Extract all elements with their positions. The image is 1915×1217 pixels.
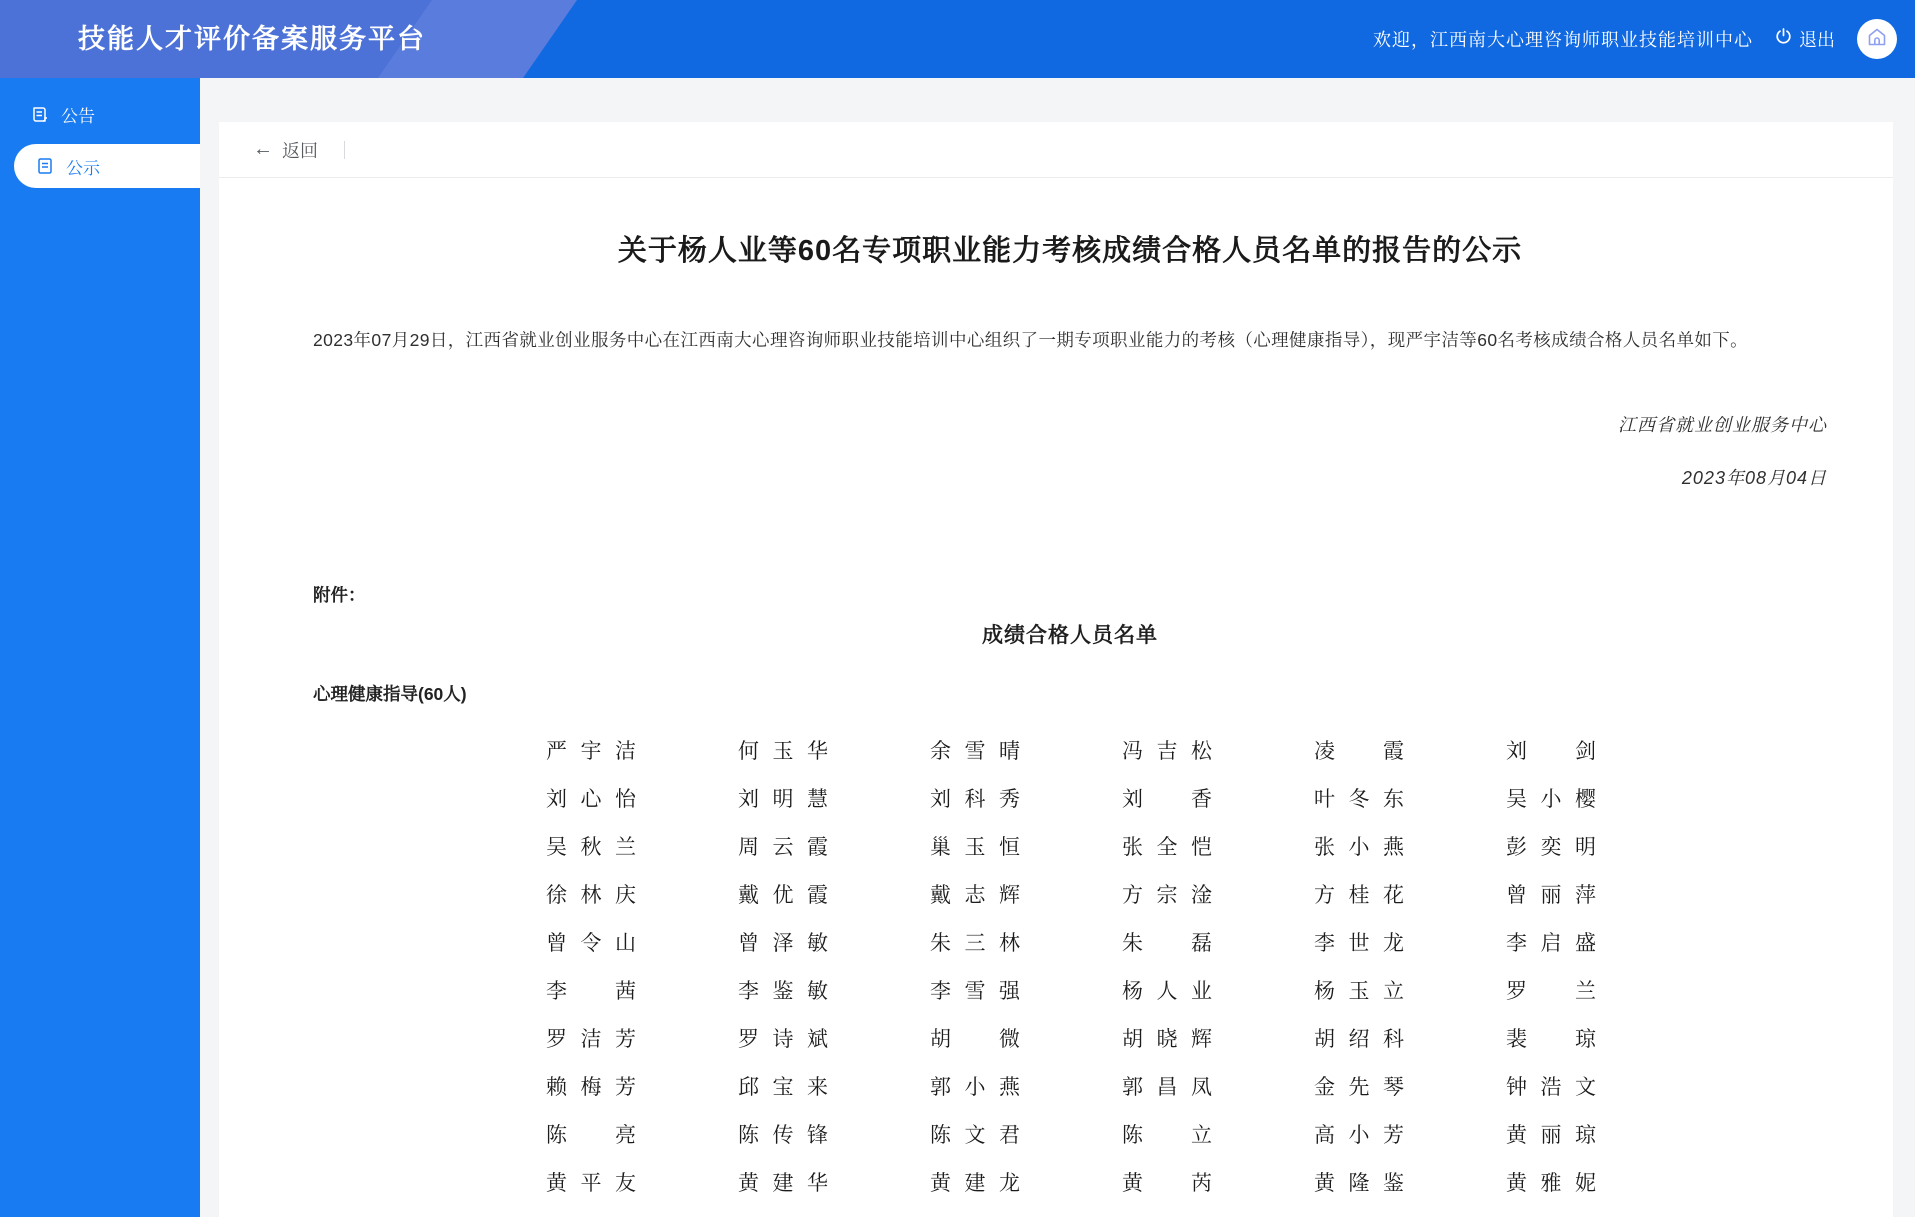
back-arrow-icon: ← xyxy=(253,138,273,160)
sidebar-item-announcements[interactable] xyxy=(0,92,200,136)
home-icon xyxy=(1866,26,1888,53)
person-name: 陈 文 君 xyxy=(930,1124,1020,1148)
person-name: 曾 泽 敏 xyxy=(738,932,828,956)
back-button[interactable] xyxy=(253,137,318,163)
sidebar-item-label: 公告 xyxy=(61,106,95,126)
person-name: 李 启 盛 xyxy=(1506,932,1596,956)
person-name: 罗 诗 斌 xyxy=(738,1028,828,1052)
signature-block xyxy=(313,411,1827,490)
signature-date: 2023年08月04日 xyxy=(1681,468,1827,489)
person-name: 陈 传 锋 xyxy=(738,1124,828,1148)
person-name: 陈 立 xyxy=(1122,1124,1212,1148)
notice-card xyxy=(219,122,1893,1217)
person-name: 黄 建 华 xyxy=(738,1172,828,1196)
announcement-icon xyxy=(30,105,49,124)
person-name: 罗 兰 xyxy=(1506,980,1596,1004)
person-name: 刘 明 慧 xyxy=(738,788,828,812)
person-name: 刘 香 xyxy=(1122,788,1212,812)
card-toolbar xyxy=(219,122,1893,178)
person-name: 陈 亮 xyxy=(546,1124,636,1148)
person-name: 戴 志 辉 xyxy=(930,884,1020,908)
person-name: 黄 芮 xyxy=(1122,1172,1212,1196)
toolbar-divider xyxy=(344,141,345,159)
power-icon xyxy=(1775,28,1792,50)
person-name: 李 雪 强 xyxy=(930,980,1020,1004)
person-name: 曾 丽 萍 xyxy=(1506,884,1596,908)
person-name: 李 茜 xyxy=(546,980,636,1004)
platform-title: 技能人才评价备案服务平台 xyxy=(78,24,426,54)
person-name: 李 鉴 敏 xyxy=(738,980,828,1004)
person-name: 赖 梅 芳 xyxy=(546,1076,636,1100)
person-name: 高 小 芳 xyxy=(1314,1124,1404,1148)
person-name: 郭 昌 凤 xyxy=(1122,1076,1212,1100)
logout-button[interactable] xyxy=(1775,26,1835,52)
person-name: 叶 冬 东 xyxy=(1314,788,1404,812)
category-label: 心理健康指导(60人) xyxy=(313,684,467,705)
top-header xyxy=(0,0,1915,78)
notice-body: 2023年07月29日，江西省就业创业服务中心在江西南大心理咨询师职业技能培训中心组织了一期专项职业能力的考核（心理健康指导），现严宇洁等60名考核成绩合格人员名单如下。 xyxy=(313,330,1749,350)
person-name: 吴 秋 兰 xyxy=(546,836,636,860)
notice-content xyxy=(219,228,1893,1206)
person-name: 方 桂 花 xyxy=(1314,884,1404,908)
person-name: 邱 宝 来 xyxy=(738,1076,828,1100)
qualified-list-title: 成绩合格人员名单 xyxy=(982,624,1158,648)
person-name: 严 宇 洁 xyxy=(546,740,636,764)
person-name: 黄 丽 琼 xyxy=(1506,1124,1596,1148)
document-icon xyxy=(36,157,54,175)
person-name: 吴 小 樱 xyxy=(1506,788,1596,812)
person-name: 朱 三 林 xyxy=(930,932,1020,956)
person-name: 余 雪 晴 xyxy=(930,740,1020,764)
person-name: 郭 小 燕 xyxy=(930,1076,1020,1100)
person-name: 胡 绍 科 xyxy=(1314,1028,1404,1052)
person-name: 张 小 燕 xyxy=(1314,836,1404,860)
person-name: 李 世 龙 xyxy=(1314,932,1404,956)
person-name: 戴 优 霞 xyxy=(738,884,828,908)
names-grid xyxy=(546,726,1596,1206)
header-right-group xyxy=(1373,0,1897,78)
sidebar-nav xyxy=(0,78,200,1217)
welcome-text: 欢迎，江西南大心理咨询师职业技能培训中心 xyxy=(1373,30,1753,50)
person-name: 黄 雅 妮 xyxy=(1506,1172,1596,1196)
person-name: 方 宗 淦 xyxy=(1122,884,1212,908)
person-name: 冯 吉 松 xyxy=(1122,740,1212,764)
person-name: 黄 平 友 xyxy=(546,1172,636,1196)
person-name: 钟 浩 文 xyxy=(1506,1076,1596,1100)
person-name: 黄 建 龙 xyxy=(930,1172,1020,1196)
person-name: 朱 磊 xyxy=(1122,932,1212,956)
person-name: 刘 科 秀 xyxy=(930,788,1020,812)
person-name: 张 全 恺 xyxy=(1122,836,1212,860)
person-name: 巢 玉 恒 xyxy=(930,836,1020,860)
person-name: 裴 琼 xyxy=(1506,1028,1596,1052)
signature-org: 江西省就业创业服务中心 xyxy=(1618,415,1827,436)
person-name: 黄 隆 鉴 xyxy=(1314,1172,1404,1196)
sidebar-item-label: 公示 xyxy=(66,158,100,178)
notice-title: 关于杨人业等60名专项职业能力考核成绩合格人员名单的报告的公示 xyxy=(617,235,1523,267)
attachment-label: 附件： xyxy=(313,585,366,606)
person-name: 彭 奕 明 xyxy=(1506,836,1596,860)
person-name: 徐 林 庆 xyxy=(546,884,636,908)
home-button[interactable] xyxy=(1857,19,1897,59)
person-name: 刘 剑 xyxy=(1506,740,1596,764)
person-name: 曾 令 山 xyxy=(546,932,636,956)
sidebar-item-public-notices[interactable] xyxy=(14,144,200,188)
person-name: 罗 洁 芳 xyxy=(546,1028,636,1052)
back-label: 返回 xyxy=(282,140,318,161)
person-name: 刘 心 怡 xyxy=(546,788,636,812)
main-area xyxy=(200,78,1915,1217)
person-name: 周 云 霞 xyxy=(738,836,828,860)
person-name: 何 玉 华 xyxy=(738,740,828,764)
person-name: 胡 微 xyxy=(930,1028,1020,1052)
person-name: 杨 人 业 xyxy=(1122,980,1212,1004)
person-name: 胡 晓 辉 xyxy=(1122,1028,1212,1052)
logout-label: 退出 xyxy=(1799,30,1835,50)
person-name: 杨 玉 立 xyxy=(1314,980,1404,1004)
person-name: 金 先 琴 xyxy=(1314,1076,1404,1100)
person-name: 凌 霞 xyxy=(1314,740,1404,764)
